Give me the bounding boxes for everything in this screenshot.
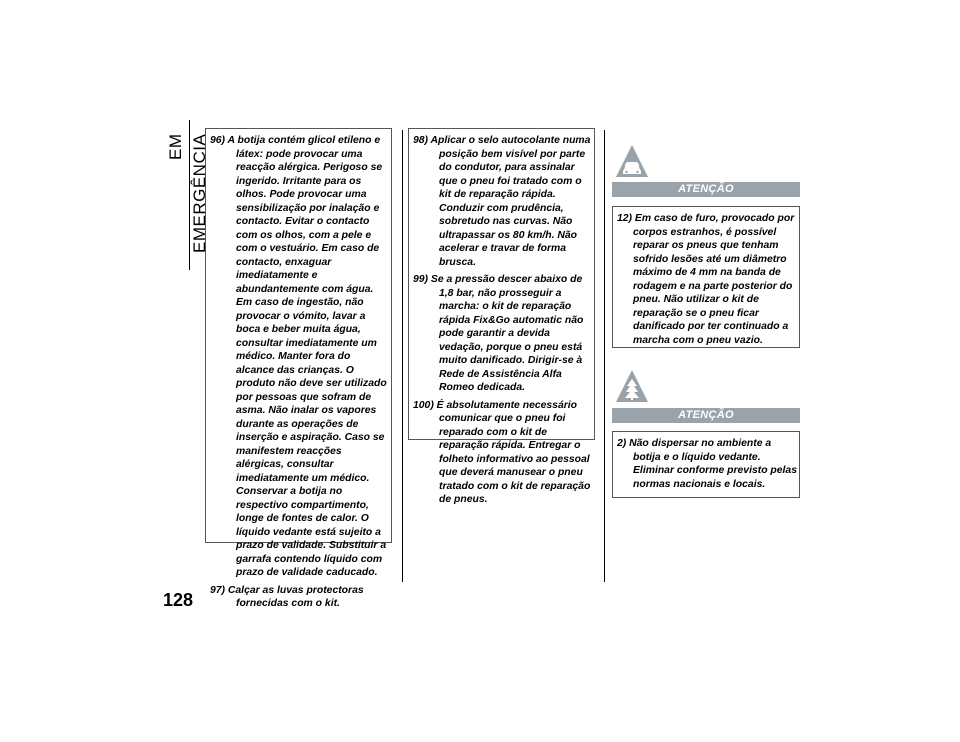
section-divider (189, 120, 190, 270)
note-99: 99) Se a pressão descer abaixo de 1,8 bar, não prosseguir a marcha: o kit de reparação rápida Fix&Go automatic não pode garantir a devida vedação, porque o pneu está muito danificado. Dirigir-se à Rede de Assistência Alfa Romeo dedicada. (413, 274, 584, 393)
column-divider-1 (402, 130, 403, 582)
warning-1-text: 12) Em caso de furo, provocado por corpos estranhos, é possível reparar os pneus que tenham sofrido lesões até um diâmetro máximo de 4 mm na banda de rodagem e na parte posterior do pneu. Não utilizar o kit de reparação se o pneu ficar danificado por ter continuado a marcha com o pneu vazio. (617, 213, 795, 346)
warning-1-box (612, 206, 800, 348)
warning-1-label: ATENÇÃO (612, 182, 800, 197)
column-divider-2 (604, 130, 605, 582)
notes-box-left (205, 128, 392, 609)
warning-2-box (612, 431, 800, 498)
car-warning-icon (614, 143, 650, 179)
page-number: 128 (163, 590, 194, 610)
note-97: 97) Calçar as luvas protectoras fornecidas com o kit. (210, 584, 364, 609)
environment-tree-icon (614, 368, 650, 404)
note-96: 96) A botija contém glicol etileno e látex: pode provocar uma reacção alérgica. Perigoso se ingerido. Irritante para os olhos. Pode provocar uma sensibilização por inalação e contacto. Evitar o contacto com os olhos, com a pele e com o vestuário. Em caso de contacto, enxaguar imediatamente e abundantemente com água. Em caso de ingestão, não provocar o vómito, lavar a boca e beber muita água, consultar imediatamente um médico. Manter fora do alcance das crianças. O produto não deve ser utilizado por pessoas que sofram de asma. Não inalar os vapores durante as operações de inserção e aspiração. Caso se manifestem reacções alérgicas, consultar imediatamente um médico. Conservar a botija no respectivo compartimento, longe de fontes de calor. O líquido vedante está sujeito a prazo de validade. Substituir a garrafa contendo líquido com prazo de validade caducado. (210, 135, 387, 578)
warning-2-label: ATENÇÃO (612, 408, 800, 423)
warning-2-text: 2) Não dispersar no ambiente a botija e o líquido vedante. Eliminar conforme previsto pelas normas nacionais e locais. (617, 438, 797, 490)
note-100: 100) É absolutamente necessário comunicar que o pneu foi reparado com o kit de reparação rápida. Entregar o folheto informativo ao pessoal que deverá manusear o pneu tratado com o kit de reparação de pneus. (413, 399, 591, 505)
section-title: EM EMERGÊNCIA (166, 134, 209, 254)
note-98: 98) Aplicar o selo autocolante numa posição bem visível por parte do condutor, para assinalar que o pneu foi tratado com o kit de reparação rápida. Conduzir com prudência, sobretudo nas curvas. Não ultrapassar os 80 km/h. Não acelerar e travar de forma brusca. (413, 135, 591, 268)
notes-box-middle (408, 128, 595, 505)
